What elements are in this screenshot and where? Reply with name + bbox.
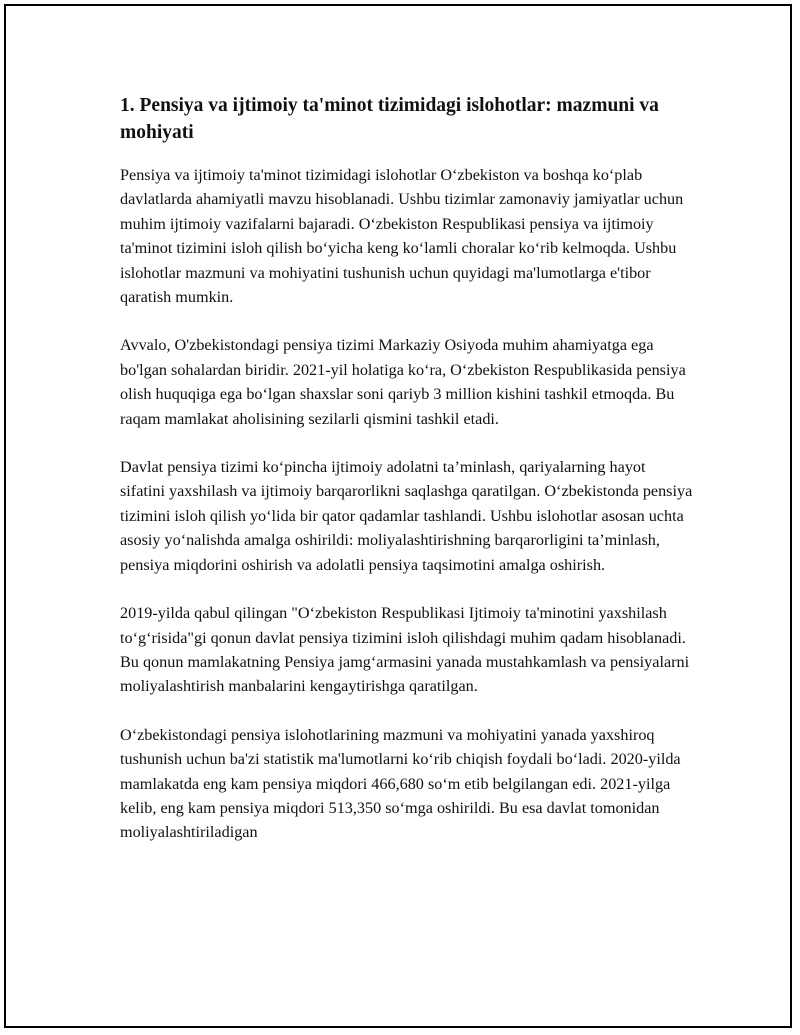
document-body <box>120 92 694 869</box>
paragraph-statistics: O‘zbekistondagi pensiya islohotlarining mazmuni va mohiyatini yanada yaxshiroq tushunish uchun ba'zi statistik ma'lumotlarni ko‘rib chiqish foydali bo‘ladi. 2020-yilda mamlakatda eng kam pensiya miqdori 466,680 so‘m etib belgilangan edi. 2021-yilga kelib, eng kam pensiya miqdori 513,350 so‘mga oshirildi. Bu esa davlat tomonidan moliyalashtiriladigan <box>120 725 681 842</box>
paragraph-intro: Pensiya va ijtimoiy ta'minot tizimidagi islohotlar O‘zbekiston va boshqa ko‘plab davlatlarda ahamiyatli mavzu hisoblanadi. Ushbu tizimlar zamonaviy jamiyatlar uchun muhim ijtimoiy vazifalarni bajaradi. O‘zbekiston Respublikasi pensiya va ijtimoiy ta'minot tizimini isloh qilish bo‘yicha keng ko‘lamli choralar ko‘rib kelmoqda. Ushbu islohotlar mazmuni va mohiyatini tushunish uchun quyidagi ma'lumotlarga e'tibor qaratish mumkin. <box>120 166 684 307</box>
paragraph-pension-overview: Avvalo, O'zbekistondagi pensiya tizimi Markaziy Osiyoda muhim ahamiyatga ega bo'lgan sohalardan biridir. 2021-yil holatiga ko‘ra, O‘zbekiston Respublikasida pensiya olish huquqiga ega bo‘lgan shaxslar soni qariyb 3 million kishini tashkil etmoqda. Bu raqam mamlakat aholisining sezilarli qismini tashkil etadi. <box>120 336 686 428</box>
page-frame <box>4 4 792 1028</box>
paragraph-2019-law: 2019-yilda qabul qilingan "O‘zbekiston Respublikasi Ijtimoiy ta'minotini yaxshilash to‘g‘risida"gi qonun davlat pensiya tizimini isloh qilishdagi muhim qadam hisoblanadi. Bu qonun mamlakatning Pensiya jamg‘armasini yanada mustahkamlash va pensiyalarni moliyalashtirish manbalarini kengaytirishga qaratilgan. <box>120 604 690 696</box>
section-heading: 1. Pensiya va ijtimoiy ta'minot tizimidagi islohotlar: mazmuni va mohiyati <box>120 95 659 143</box>
paragraph-state-pension-goals: Davlat pensiya tizimi ko‘pincha ijtimoiy adolatni ta’minlash, qariyalarning hayot sifatini yaxshilash va ijtimoiy barqarorlikni saqlashga qaratilgan. O‘zbekistonda pensiya tizimini isloh qilish yo‘lida bir qator qadamlar tashlandi. Ushbu islohotlar asosan uchta asosiy yo‘nalishda amalga oshirildi: moliyalashtirishning barqarorligini ta’minlash, pensiya miqdorini oshirish va adolatli pensiya taqsimotini amalga oshirish. <box>120 458 693 574</box>
